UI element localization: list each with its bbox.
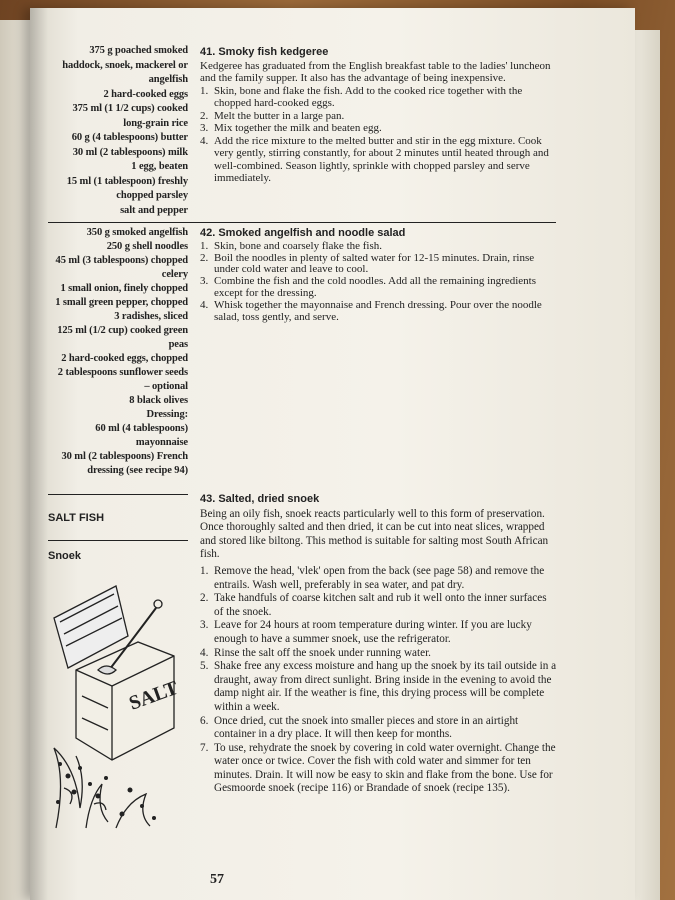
- ingredient-line: 375 ml (1 1/2 cups) cooked: [72, 103, 188, 114]
- step-text: To use, rehydrate the snoek by covering in cold water overnight. Change the water once or twice. Cover the fish with cold water and simmer for ten minutes. Drain. It will now be easy to skin and flake from the bone. Use for Gesmoorde snoek (recipe 116) or Brandade of snoek (recipe 135).: [214, 741, 556, 795]
- step-text: Melt the butter in a large pan.: [214, 109, 345, 122]
- section-rule-top: [48, 494, 188, 495]
- step-number: 3.: [200, 275, 209, 288]
- ingredient-line: 8 black olives: [129, 395, 188, 406]
- ingredient-line: chopped parsley: [116, 190, 188, 201]
- ingredient-line: 60 ml (4 tablespoons): [95, 423, 188, 434]
- ingredient-line: 30 ml (2 tablespoons) French: [61, 451, 188, 462]
- ingredient-line: mayonnaise: [135, 437, 188, 448]
- ingredient-line: Dressing:: [146, 409, 188, 420]
- ingredient-line: 125 ml (1/2 cup) cooked green: [57, 325, 188, 336]
- step-number: 3.: [200, 619, 209, 632]
- recipe-step: [200, 619, 558, 646]
- recipe-42-steps: [200, 241, 558, 324]
- step-text: Skin, bone and flake the fish. Add to the cooked rice together with the chopped hard-cooked eggs.: [214, 84, 523, 109]
- recipe-41-steps: [200, 85, 558, 185]
- step-number: 4.: [200, 646, 209, 659]
- step-text: Whisk together the mayonnaise and French dressing. Pour over the noodle salad, toss gently, and serve.: [214, 298, 542, 323]
- step-text: Take handfuls of coarse kitchen salt and rub it well onto the inner surfaces of the snoek.: [214, 592, 547, 618]
- step-number: 4.: [200, 134, 209, 147]
- step-number: 1.: [200, 84, 209, 97]
- section-subheading: Snoek: [48, 550, 82, 562]
- step-text: Boil the noodles in plenty of salted water for 12-15 minutes. Drain, rinse under cold water and leave to cool.: [214, 251, 535, 276]
- ingredient-line: 45 ml (3 tablespoons) chopped: [55, 255, 188, 266]
- ingredient-line: 3 radishes, sliced: [114, 311, 188, 322]
- step-number: 4.: [200, 298, 209, 311]
- ingredient-line: angelfish: [148, 74, 188, 85]
- step-number: 3.: [200, 122, 209, 134]
- ingredient-line: 1 egg, beaten: [131, 161, 188, 172]
- ingredient-line: 250 g shell noodles: [106, 241, 188, 252]
- section-heading: SALT FISH: [48, 512, 105, 524]
- step-text: Leave for 24 hours at room temperature during winter. If you are lucky enough to have a summer snoek, use the refrigerator.: [214, 619, 532, 645]
- ingredient-line: 2 hard-cooked eggs: [103, 88, 188, 100]
- recipe-step: [200, 135, 558, 185]
- recipe-step: [200, 85, 558, 110]
- ingredient-line: peas: [168, 339, 188, 350]
- section-rule-middle: [48, 540, 188, 541]
- recipe-step: [200, 647, 558, 661]
- page-number: 57: [210, 872, 224, 887]
- recipe-41-intro: Kedgeree has graduated from the English breakfast table to the ladies' luncheon and the family supper. It also has the advantage of being inexpensive.: [200, 59, 551, 84]
- ingredient-line: 15 ml (1 tablespoon) freshly: [66, 175, 188, 187]
- step-number: 1.: [200, 239, 209, 252]
- ingredient-line: 2 hard-cooked eggs, chopped: [61, 353, 188, 364]
- salt-box-label: SALT: [126, 676, 182, 715]
- recipe-step: [200, 660, 558, 714]
- recipe-43-intro: Being an oily fish, snoek reacts particularly well to this form of preservation. Once thoroughly salted and then dried, it can be cut into neat slices, wrapped and stored like biltong. This method is suitable for salting most South African fish.: [200, 507, 549, 561]
- recipe-step: [200, 715, 558, 742]
- recipe-step: [200, 565, 558, 592]
- ingredient-line: 350 g smoked angelfish: [86, 227, 188, 238]
- recipe-step: [200, 592, 558, 619]
- ingredient-line: 60 g (4 tablespoons) butter: [71, 132, 188, 143]
- recipe-42-title: 42. Smoked angelfish and noodle salad: [200, 227, 406, 239]
- step-number: 2.: [200, 109, 209, 122]
- recipe-step: [200, 742, 558, 796]
- recipe-step: [200, 300, 558, 324]
- step-text: Once dried, cut the snoek into smaller pieces and store in an airtight container in a dry place. It will then keep for months.: [214, 714, 519, 741]
- ingredient-line: 1 small onion, finely chopped: [60, 283, 188, 294]
- salt-box-illustration: [46, 578, 196, 830]
- step-number: 1.: [200, 564, 209, 577]
- recipe-41: [200, 46, 558, 185]
- ingredient-line: 375 g poached smoked: [89, 45, 188, 56]
- recipe-43: [200, 493, 558, 796]
- step-text: Skin, bone and coarsely flake the fish.: [214, 239, 383, 252]
- recipe-step: [200, 276, 558, 300]
- recipe-41-ingredients: [48, 44, 188, 218]
- ingredient-line: dressing (see recipe 94): [87, 465, 188, 476]
- ingredient-line: 2 tablespoons sunflower seeds: [57, 367, 188, 378]
- step-text: Add the rice mixture to the melted butter and stir in the egg mixture. Cook very gently, stirring constantly, for about 2 minutes until heated through and well-combined. Season lightly, sprinkle with chopped parsley and serve immediately.: [214, 134, 549, 184]
- step-text: Combine the fish and the cold noodles. Add all the remaining ingredients except for the dressing.: [214, 275, 536, 299]
- ingredient-line: 30 ml (2 tablespoons) milk: [72, 146, 188, 158]
- recipe-42-ingredients: [48, 226, 188, 478]
- step-text: Rinse the salt off the snoek under running water.: [214, 646, 431, 659]
- step-number: 6.: [200, 714, 209, 727]
- step-text: Remove the head, 'vlek' open from the back (see page 58) and remove the entrails. Wash well, preferably in sea water, and pat dry.: [214, 564, 545, 591]
- ingredient-line: salt and pepper: [120, 204, 188, 216]
- recipe-step: [200, 253, 558, 277]
- step-text: Mix together the milk and beaten egg.: [214, 122, 382, 134]
- recipe-43-title: 43. Salted, dried snoek: [200, 493, 320, 505]
- ingredient-line: haddock, snoek, mackerel or: [62, 59, 188, 71]
- divider-rule: [48, 222, 556, 223]
- step-number: 7.: [200, 741, 209, 754]
- step-text: Shake free any excess moisture and hang up the snoek by its tail outside in a draught, away from direct sunlight. Bring inside in the evening to avoid the damp night air. If the weather is fine, this drying process will be complete within a week.: [214, 660, 557, 713]
- recipe-41-title: 41. Smoky fish kedgeree: [200, 46, 329, 58]
- ingredient-line: – optional: [144, 381, 188, 392]
- recipe-43-steps: [200, 565, 558, 796]
- recipe-step: [200, 110, 558, 123]
- step-number: 2.: [200, 251, 209, 264]
- recipe-step: [200, 122, 558, 135]
- ingredient-line: long-grain rice: [123, 117, 188, 129]
- step-number: 5.: [200, 660, 209, 673]
- ingredient-line: celery: [161, 269, 188, 280]
- step-number: 2.: [200, 592, 209, 605]
- ingredient-line: 1 small green pepper, chopped: [55, 297, 188, 308]
- recipe-42: [200, 228, 558, 323]
